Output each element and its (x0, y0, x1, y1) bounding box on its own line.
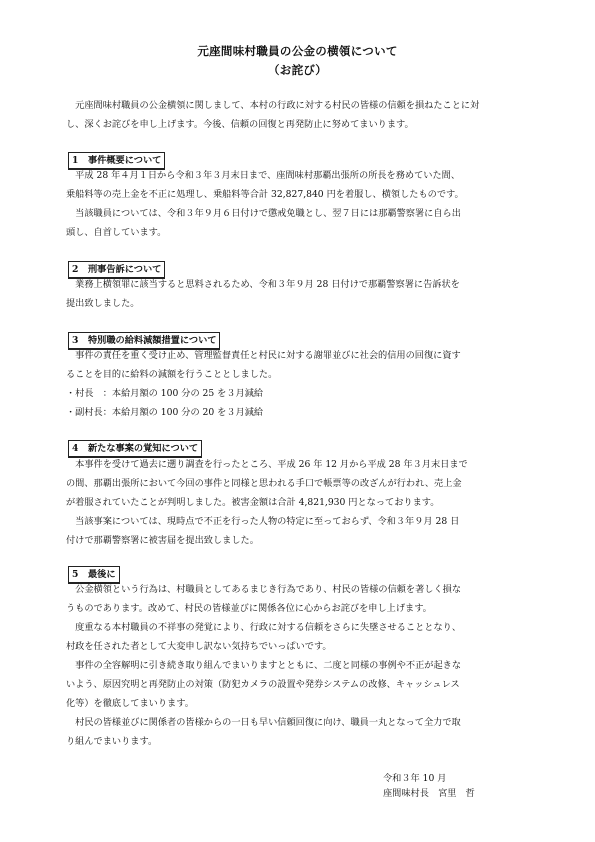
body-line: いよう、原因究明と再発防止の対策（防犯カメラの設置や発券システムの改修、キャッシュレス (66, 679, 460, 690)
section-number: 1 (72, 155, 79, 166)
closing-signature: 座間味村長 宮里 哲 (383, 788, 475, 799)
document-title: 元座間味村職員の公金の横領について (197, 44, 398, 58)
body-line: ・村長 ：本給月額の 100 分の 25 を３月減給 (66, 388, 264, 399)
body-line: 当該事案については、現時点で不正を行った人物の特定に至っておらず、令和３年９月 28 日 (66, 516, 460, 527)
section-number: 4 (72, 443, 79, 454)
section-number: 5 (72, 569, 79, 580)
body-line: 事件の責任を重く受け止め、管理監督責任と村民に対する謝罪並びに社会的信用の回復に資す (66, 350, 461, 361)
closing-date: 令和３年 10 月 (383, 773, 447, 784)
body-line: 当該職員については、令和３年９月６日付けで懲戒免職とし、翌７日には那覇警察署に自ら出 (66, 208, 461, 219)
body-line: り組んでまいります。 (66, 736, 158, 747)
section-title: 刑事告訴について (88, 264, 162, 275)
body-line: ることを目的に給料の減額を行うこととしました。 (66, 369, 278, 380)
body-line: 乗船料等の売上金を不正に処理し、乗船料等合計 32,827,840 円を着服し、横領したものです。 (66, 189, 464, 200)
section-title: 最後に (88, 569, 116, 580)
body-line: 本事件を受けて過去に遡り調査を行ったところ、平成 26 年 12 月から平成 28 年３月末日まで (66, 459, 468, 470)
body-line: うものであります。改めて、村民の皆様並びに関係各位に心からお詫びを申し上げます。 (66, 603, 432, 614)
body-line: が着服されていたことが判明しました。被害金額は合計 4,821,930 円となっております。 (66, 497, 440, 508)
section-number: 3 (72, 335, 79, 346)
section-1-body (66, 166, 536, 242)
body-line: 提出致しました。 (66, 298, 140, 309)
body-line: 付けで那覇警察署に被害届を提出致しました。 (66, 535, 259, 546)
intro-line: し、深くお詫びを申し上げます。今後、信頼の回復と再発防止に努めてまいります。 (66, 119, 414, 130)
intro-paragraph (66, 96, 536, 134)
section-title: 事件概要について (88, 155, 162, 166)
section-title: 新たな事案の覚知について (88, 443, 199, 454)
intro-line: 元座間味村職員の公金横領に関しまして、本村の行政に対する村民の皆様の信頼を損ねたことに対 (66, 100, 480, 111)
section-3-body (66, 346, 536, 422)
document-subtitle: （お詫び） (268, 63, 327, 77)
section-4-body (66, 455, 536, 550)
body-line: 事件の全容解明に引き続き取り組んでまいりますとともに、二度と同様の事例や不正が起きな (66, 660, 462, 671)
section-title: 特別職の給料減額措置について (88, 335, 217, 346)
body-line: 公金横領という行為は、村職員としてあるまじき行為であり、村民の皆様の信頼を著しく損な (66, 584, 462, 595)
body-line: 業務上横領罪に該当すると思料されるため、令和３年９月 28 日付けで那覇警察署に告訴状を (66, 279, 460, 290)
body-line: 度重なる本村職員の不祥事の発覚により、行政に対する信頼をさらに失墜させることとなり、 (66, 622, 462, 633)
section-number: 2 (72, 264, 79, 275)
body-line: 頭し、自首しています。 (66, 227, 167, 238)
section-5-body (66, 580, 536, 751)
body-line: 平成 28 年４月１日から令和３年３月末日まで、座間味村那覇出張所の所長を務めていた間、 (66, 170, 461, 181)
body-line: ・副村長：本給月額の 100 分の 20 を３月減給 (66, 407, 264, 418)
section-2-body (66, 275, 536, 313)
body-line: 村民の皆様並びに関係者の皆様からの一日も早い信頼回復に向け、職員一丸となって全力で取 (66, 717, 461, 728)
body-line: 村政を任された者として大変申し訳ない気持ちでいっぱいです。 (66, 641, 332, 652)
body-line: 化等）を徹底してまいります。 (66, 698, 194, 709)
body-line: の間、那覇出張所において今回の事件と同様と思われる手口で帳票等の改ざんが行われ、売上金 (66, 478, 462, 489)
